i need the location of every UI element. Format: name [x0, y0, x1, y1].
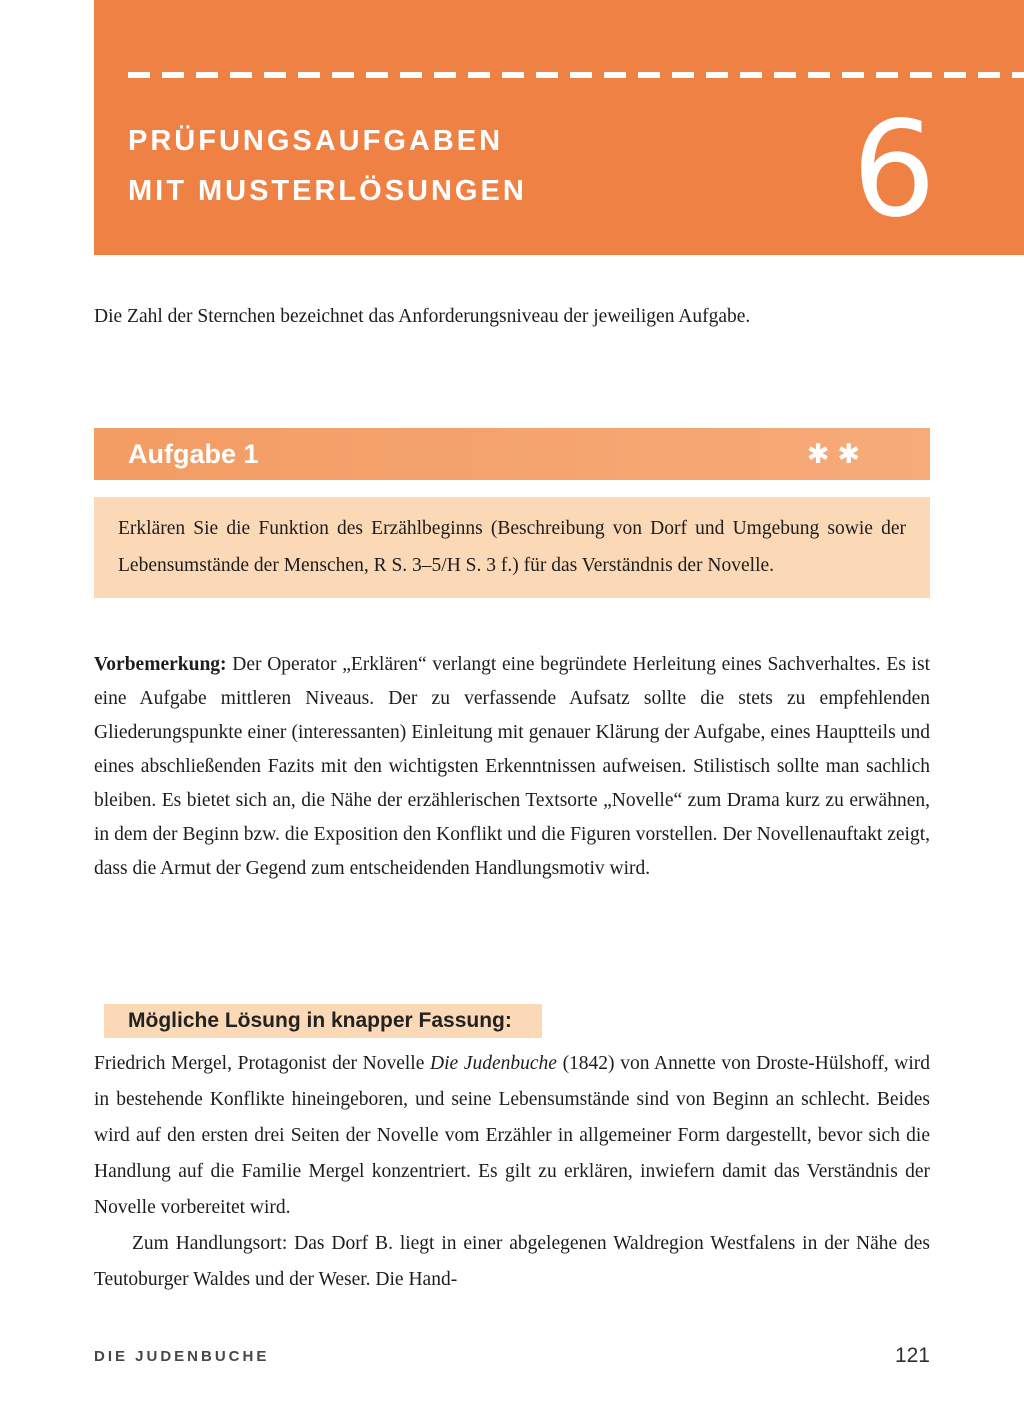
footer-book-title: DIE JUDENBUCHE	[94, 1348, 270, 1365]
chapter-title-line1: PRÜFUNGSAUFGABEN	[128, 125, 504, 157]
chapter-header	[94, 0, 1024, 255]
chapter-title	[128, 116, 527, 216]
solution-heading: Mögliche Lösung in knapper Fassung:	[104, 1004, 542, 1038]
solution-p1-after: (1842) von Annette von Droste-Hülshoff, wird in bestehende Konflikte hineingeboren, und seine Lebensumstände sind von Beginn an schlecht. Beides wird auf den ersten drei Seiten der Novelle vom Erzähler in allgemeiner Form dargestellt, bevor sich die Handlung auf die Familie Mergel konzentriert. Es gilt zu erklären, inwiefern damit das Verständnis der Novelle vorbereitet wird.	[94, 1053, 930, 1218]
chapter-title-line2: MIT MUSTERLÖSUNGEN	[128, 175, 527, 207]
footer	[94, 1344, 930, 1374]
difficulty-stars-icon: ✱✱	[806, 438, 868, 470]
task-label: Aufgabe 1	[128, 438, 259, 469]
solution-p1-before: Friedrich Mergel, Protagonist der Novelle	[94, 1053, 430, 1074]
intro-paragraph: Die Zahl der Sternchen bezeichnet das Anforderungsniveau der jeweiligen Aufgabe.	[94, 306, 751, 327]
footer-page-number: 121	[894, 1344, 930, 1367]
solution-paragraph-2: Zum Handlungsort: Das Dorf B. liegt in einer abgelegenen Waldregion Westfalens in der Nähe des Teutoburger Waldes und der Weser. Die Hand-	[94, 1233, 930, 1290]
task-prompt-box: Erklären Sie die Funktion des Erzählbeginns (Beschreibung von Dorf und Umgebung sowie der Lebensumstände der Menschen, R S. 3–5/H S. 3 f.) für das Verständnis der Novelle.	[94, 497, 930, 598]
novella-title-italic: Die Judenbuche	[430, 1053, 557, 1074]
vorbemerkung-text: Der Operator „Erklären“ verlangt eine begründete Herleitung eines Sachverhaltes. Es ist eine Aufgabe mittleren Niveaus. Der zu verfassende Aufsatz sollte die stets zu empfehlenden Gliederungspunkte einer (interessanten) Einleitung mit genauer Klärung der Aufgabe, eines Hauptteils und eines abschließenden Fazits mit den wichtigsten Erkenntnissen aufweisen. Stilistisch sollte man sachlich bleiben. Es bietet sich an, die Nähe der erzählerischen Textsorte „Novelle“ zum Drama kurz zu erwähnen, in dem der Beginn bzw. die Exposition den Konflikt und die Figuren vorstellen. Der Novellenauftakt zeigt, dass die Armut der Gegend zum entscheidenden Handlungsmotiv wird.	[94, 654, 930, 879]
vorbemerkung-label: Vorbemerkung:	[94, 654, 227, 675]
task-banner	[94, 428, 930, 480]
solution-heading-wrap	[94, 1004, 930, 1038]
solution-paragraph-1	[94, 1046, 930, 1226]
vorbemerkung-paragraph	[94, 648, 930, 886]
chapter-number: 6	[852, 93, 936, 247]
solution-text	[94, 1046, 930, 1298]
dashed-rule	[128, 72, 1024, 78]
